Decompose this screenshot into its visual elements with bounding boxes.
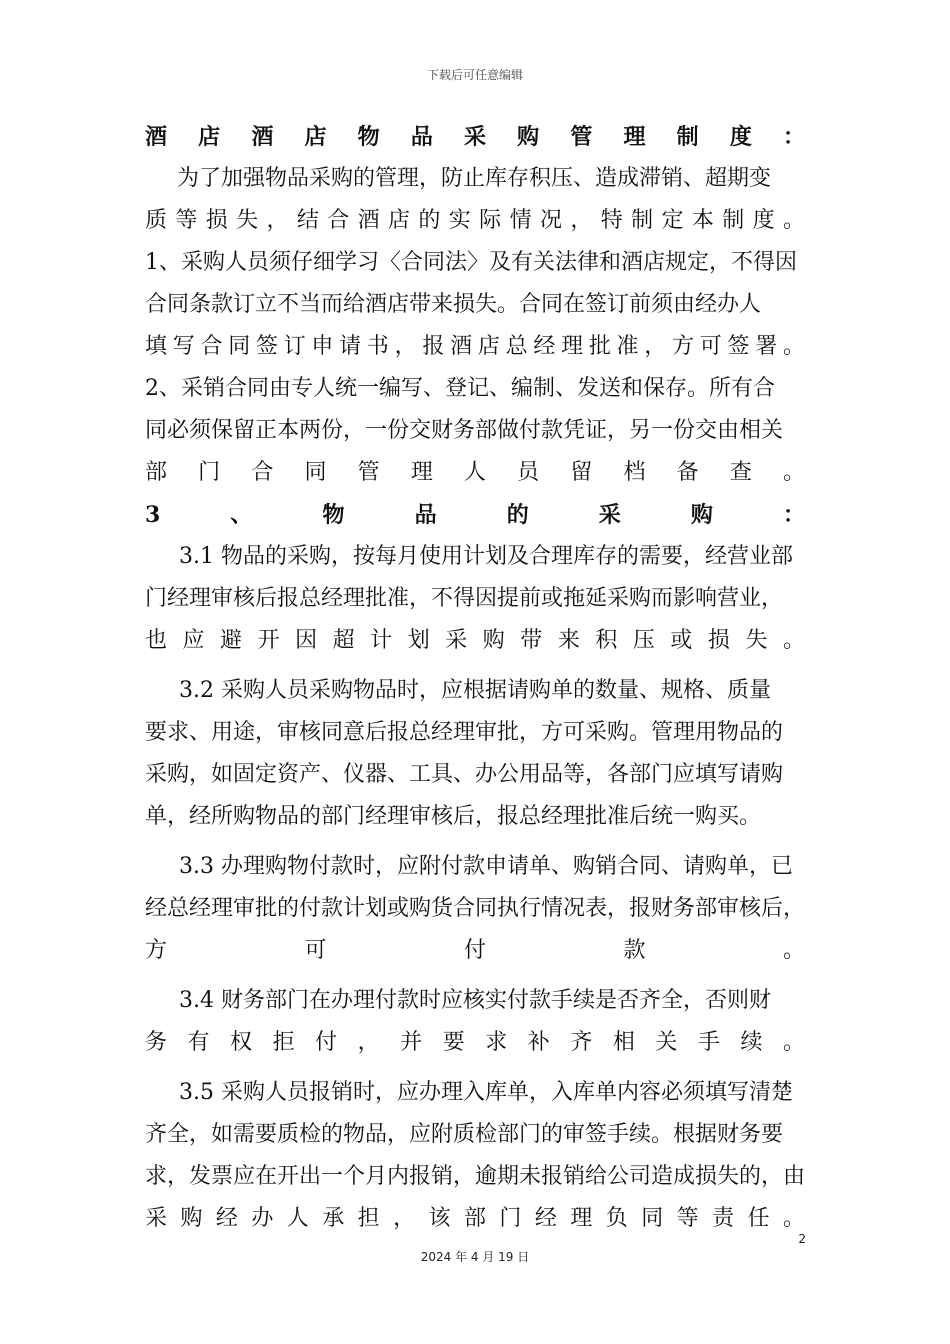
clause-3-2-line-3: 采购，如固定资产、仪器、工具、办公用品等，各部门应填写请购 bbox=[145, 762, 784, 787]
clause-3-1-line-1: 3.1 物品的采购，按每月使用计划及合理库存的需要，经营业部 bbox=[179, 544, 793, 569]
intro-line-1: 为了加强物品采购的管理，防止库存积压、造成滞销、超期变 bbox=[177, 166, 772, 191]
clause-2-line-2: 同必须保留正本两份，一份交财务部做付款凭证，另一份交由相关 bbox=[145, 418, 784, 443]
document-title: 酒店酒店物品采购管理制度： bbox=[145, 124, 805, 150]
clause-2-line-1: 2、采销合同由专人统一编写、登记、编制、发送和保存。所有合 bbox=[145, 376, 775, 401]
clause-3-3-line-3: 方可付款。 bbox=[145, 938, 805, 963]
page-number: 2 bbox=[798, 1232, 806, 1246]
clause-1-line-2: 合同条款订立不当而给酒店带来损失。合同在签订前须由经办人 bbox=[145, 292, 762, 317]
clause-1-line-1: 1、采购人员须仔细学习〈合同法〉及有关法律和酒店规定，不得因 bbox=[145, 250, 797, 275]
page-header: 下载后可任意编辑 bbox=[426, 68, 523, 82]
clause-3-2-line-1: 3.2 采购人员采购物品时，应根据请购单的数量、规格、质量 bbox=[179, 678, 771, 703]
clause-3-5-line-1: 3.5 采购人员报销时，应办理入库单，入库单内容必须填写清楚 bbox=[179, 1080, 793, 1105]
clause-3-2-line-4: 单，经所购物品的部门经理审核后，报总经理批准后统一购买。 bbox=[145, 804, 762, 829]
clause-3-2-line-2: 要求、用途，审核同意后报总经理审批，方可采购。管理用物品的 bbox=[145, 720, 784, 745]
section-3-heading: 3、物品的采购： bbox=[145, 502, 805, 528]
clause-3-5-line-2: 齐全，如需要质检的物品，应附质检部门的审签手续。根据财务要 bbox=[145, 1122, 784, 1147]
clause-1-line-3: 填写合同签订申请书，报酒店总经理批准，方可签署。 bbox=[145, 334, 805, 359]
document-body bbox=[145, 116, 805, 1240]
clause-3-3-line-2: 经总经理审批的付款计划或购货合同执行情况表，报财务部审核后， bbox=[145, 896, 805, 921]
clause-3-5-line-3: 求，发票应在开出一个月内报销，逾期未报销给公司造成损失的，由 bbox=[145, 1164, 805, 1189]
clause-2-line-3: 部门合同管理人员留档备查。 bbox=[145, 460, 805, 485]
clause-3-1-line-2: 门经理审核后报总经理批准，不得因提前或拖延采购而影响营业， bbox=[145, 586, 784, 611]
clause-3-3-line-1: 3.3 办理购物付款时，应附付款申请单、购销合同、请购单，已 bbox=[179, 854, 793, 879]
clause-3-1-line-3: 也应避开因超计划采购带来积压或损失。 bbox=[145, 628, 805, 653]
clause-3-4-line-1: 3.4 财务部门在办理付款时应核实付款手续是否齐全，否则财 bbox=[179, 988, 771, 1013]
intro-line-2: 质等损失，结合酒店的实际情况，特制定本制度。 bbox=[145, 208, 805, 233]
footer-date: 2024 年 4 月 19 日 bbox=[420, 1250, 530, 1264]
clause-3-4-line-2: 务有权拒付，并要求补齐相关手续。 bbox=[145, 1030, 805, 1055]
clause-3-5-line-4: 采购经办人承担，该部门经理负同等责任。 bbox=[145, 1206, 805, 1231]
